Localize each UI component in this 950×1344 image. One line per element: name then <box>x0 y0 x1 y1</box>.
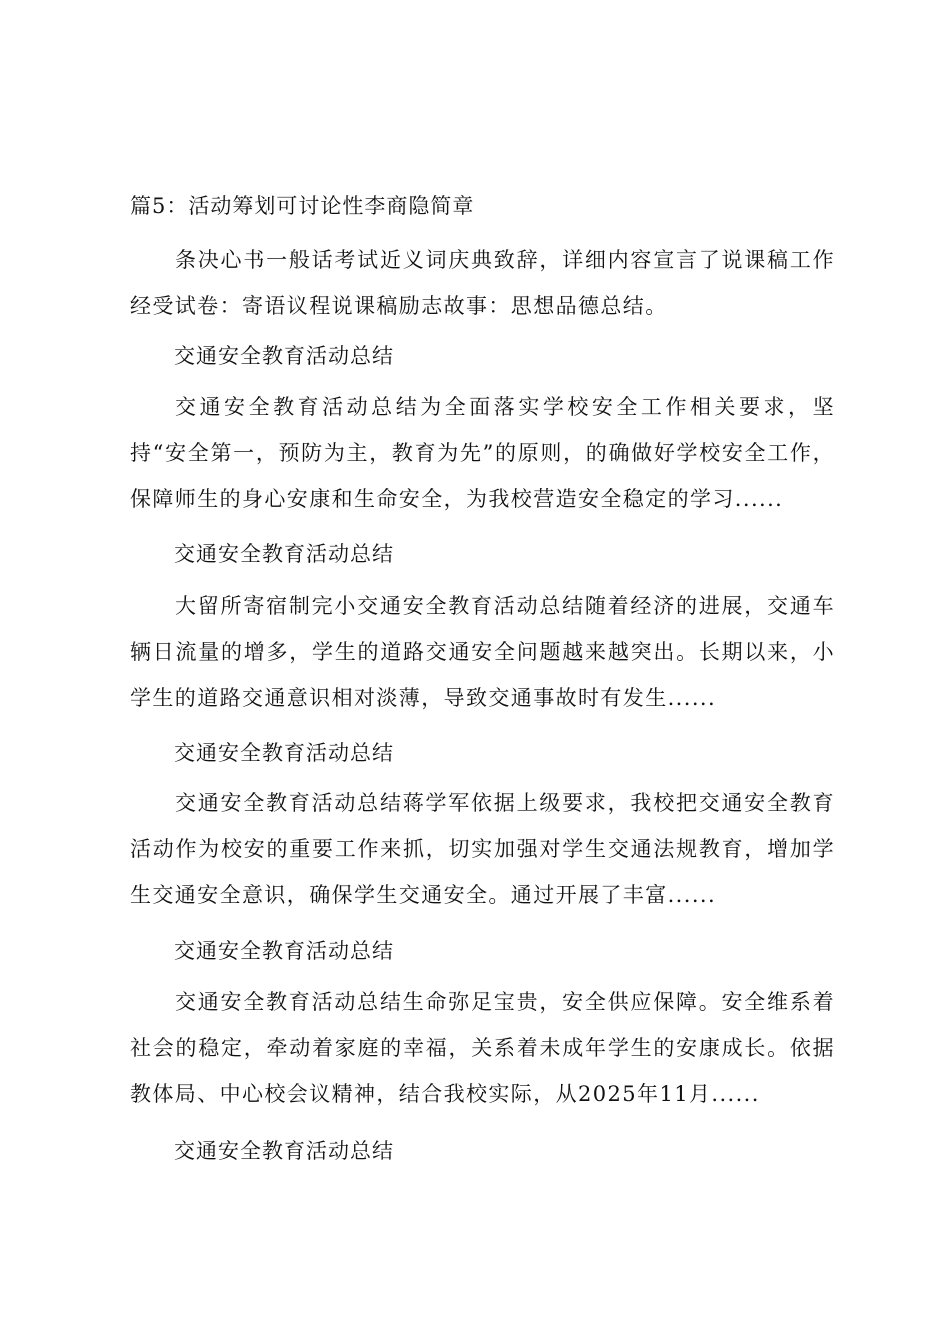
section-title: 交通安全教育活动总结 <box>174 1139 394 1163</box>
section-title: 交通安全教育活动总结 <box>174 939 394 963</box>
section-body: 交通安全教育活动总结生命弥足宝贵，安全供应保障。安全维系着社会的稳定，牵动着家庭的幸福，关系着未成年学生的安康成长。依据教体局、中心校会议精神，结合我校实际，从2025年11月...... <box>130 990 835 1106</box>
section-body: 交通安全教育活动总结蒋学军依据上级要求，我校把交通安全教育活动作为校安的重要工作来抓，切实加强对学生交通法规教育，增加学生交通安全意识，确保学生交通安全。通过开展了丰富...... <box>130 791 835 907</box>
section-title: 交通安全教育活动总结 <box>174 741 394 765</box>
section-body: 大留所寄宿制完小交通安全教育活动总结随着经济的进展，交通车辆日流量的增多，学生的道路交通安全问题越来越突出。长期以来，小学生的道路交通意识相对淡薄，导致交通事故时有发生...... <box>130 594 835 710</box>
document-heading: 篇5：活动筹划可讨论性李商隐简章 <box>130 194 475 218</box>
section-title: 交通安全教育活动总结 <box>174 542 394 566</box>
section-body: 交通安全教育活动总结为全面落实学校安全工作相关要求，坚持“安全第一，预防为主，教育为先”的原则，的确做好学校安全工作，保障师生的身心安康和生命安全，为我校营造安全稳定的学习...... <box>130 395 835 511</box>
intro-paragraph: 条决心书一般话考试近义词庆典致辞，详细内容宣言了说课稿工作经受试卷：寄语议程说课稿励志故事：思想品德总结。 <box>130 248 835 318</box>
section-title: 交通安全教育活动总结 <box>174 344 394 368</box>
